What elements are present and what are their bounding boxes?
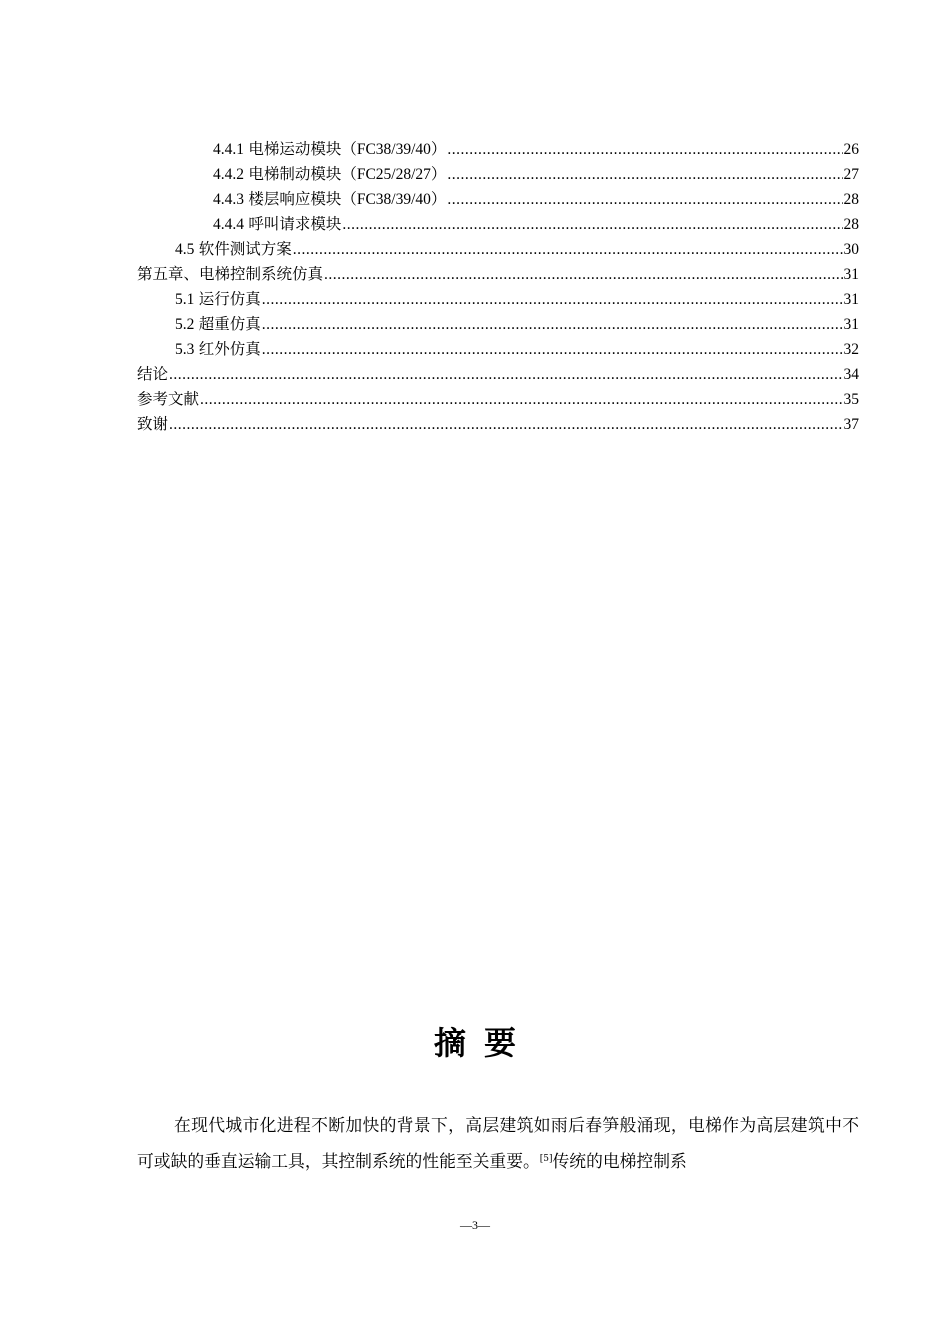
toc-dot-leader [262,312,843,337]
toc-entry-text: 结论 [137,366,169,383]
toc-entry-page: 37 [843,416,859,433]
toc-dot-leader [447,137,842,162]
toc-entry[interactable] [137,412,859,437]
toc-entry-number: 4.4.1 [213,141,244,158]
toc-entry-number: 4.4.2 [213,166,244,183]
table-of-contents [137,137,859,437]
toc-entry[interactable] [137,362,859,387]
toc-dot-leader [169,412,842,437]
toc-entry-close-paren: ） [430,166,447,183]
toc-entry-text: 电梯制动模块（ [248,166,357,183]
abstract-text-continued: 传统的电梯控制系 [552,1151,687,1171]
toc-entry-number: 4.4.3 [213,191,244,208]
toc-entry-title [175,287,261,312]
toc-entry[interactable] [137,387,859,412]
toc-entry-page: 30 [843,241,859,258]
toc-entry-number: 5.1 [175,291,195,308]
toc-entry-code: FC38/39/40 [356,191,431,208]
toc-dot-leader [324,262,842,287]
toc-entry-title [137,262,323,287]
toc-entry-close-paren: ） [430,141,447,158]
toc-entry-text: 第五章、电梯控制系统仿真 [137,266,324,283]
toc-entry[interactable] [137,312,859,337]
toc-entry[interactable] [137,212,859,237]
toc-dot-leader [447,162,842,187]
abstract-paragraph [137,1107,859,1179]
abstract-heading: 摘要 [433,1024,534,1062]
toc-entry-text: 参考文献 [137,391,200,408]
toc-entry[interactable] [137,237,859,262]
toc-entry-text: 红外仿真 [198,341,261,358]
toc-entry-page: 28 [843,191,859,208]
toc-entry-page: 31 [843,266,859,283]
toc-entry-page: 32 [843,341,859,358]
toc-entry-text: 软件测试方案 [198,241,292,258]
toc-dot-leader [447,187,842,212]
toc-entry-code: FC38/39/40 [356,141,431,158]
toc-entry-page: 28 [843,216,859,233]
toc-entry-title [137,387,199,412]
toc-entry-title [213,187,446,212]
toc-entry-number: 5.2 [175,316,195,333]
toc-entry-title [137,362,168,387]
toc-entry-title [213,137,446,162]
toc-entry-text: 呼叫请求模块 [248,216,342,233]
toc-dot-leader [262,337,843,362]
page-number: —3— [460,1218,490,1232]
toc-entry-page: 34 [843,366,859,383]
toc-dot-leader [342,212,842,237]
toc-entry[interactable] [137,137,859,162]
citation-ref[interactable]: [5] [539,1154,553,1164]
toc-dot-leader [169,362,842,387]
toc-dot-leader [200,387,842,412]
toc-entry-title [175,237,292,262]
toc-entry[interactable] [137,262,859,287]
toc-entry[interactable] [137,162,859,187]
toc-entry-title [213,162,446,187]
toc-entry-title [175,337,261,362]
toc-entry[interactable] [137,187,859,212]
toc-dot-leader [293,237,843,262]
toc-entry[interactable] [137,287,859,312]
toc-entry-page: 35 [843,391,859,408]
toc-entry-number: 4.4.4 [213,216,244,233]
toc-entry-text: 楼层响应模块（ [248,191,357,208]
toc-entry-close-paren: ） [430,191,447,208]
toc-entry-code: FC25/28/27 [356,166,431,183]
toc-entry-text: 超重仿真 [198,316,261,333]
abstract-text: 在现代城市化进程不断加快的背景下，高层建筑如雨后春笋般涌现，电梯作为高层建筑中不可或缺的垂直运输工具，其控制系统的性能至关重要。 [137,1115,859,1171]
toc-entry-page: 31 [843,316,859,333]
toc-entry-text: 电梯运动模块（ [248,141,357,158]
toc-entry-number: 5.3 [175,341,195,358]
toc-entry-title [175,312,261,337]
toc-entry-number: 4.5 [175,241,195,258]
toc-entry-title [213,212,341,237]
toc-entry-page: 27 [843,166,859,183]
toc-entry-title [137,412,168,437]
toc-dot-leader [262,287,843,312]
toc-entry-text: 致谢 [137,416,169,433]
toc-entry[interactable] [137,337,859,362]
toc-entry-text: 运行仿真 [198,291,261,308]
toc-entry-page: 31 [843,291,859,308]
toc-entry-page: 26 [843,141,859,158]
